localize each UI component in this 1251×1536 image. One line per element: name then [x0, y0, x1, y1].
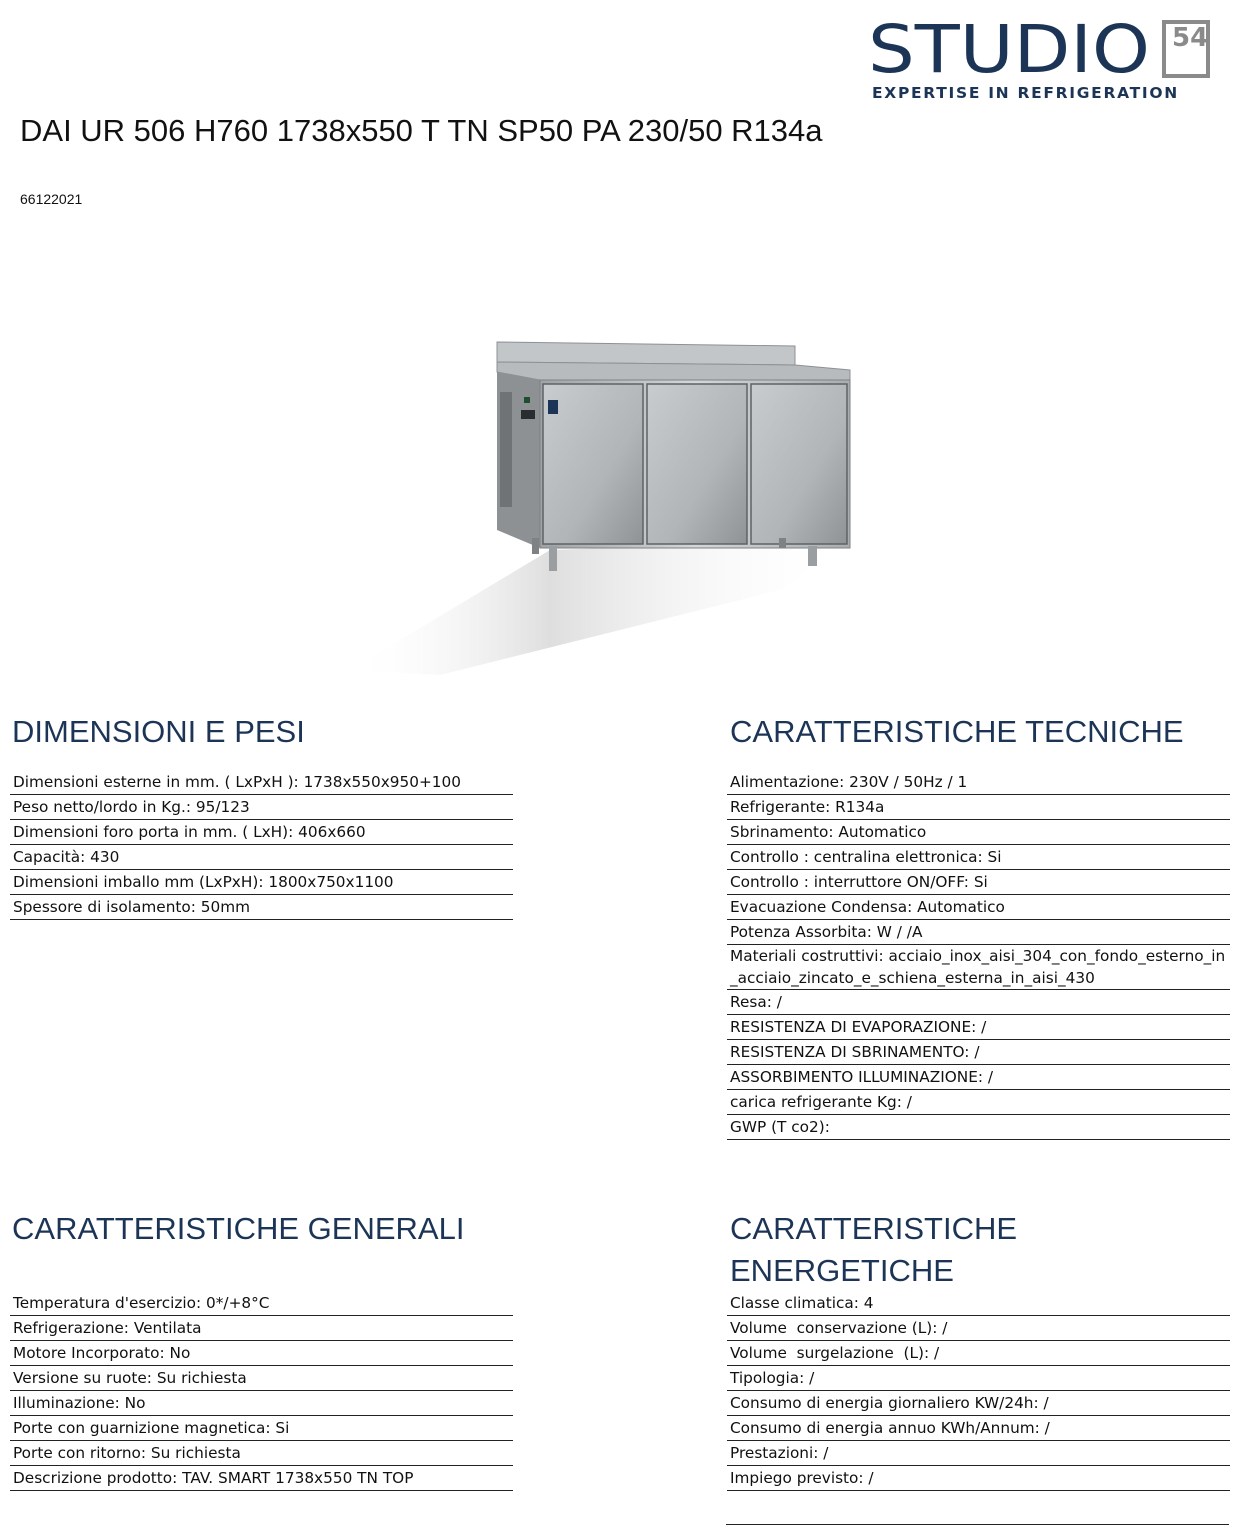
spec-row: Impiego previsto: /	[727, 1466, 1230, 1491]
studio54-logo-graphic	[868, 10, 1213, 85]
spec-row: Dimensioni foro porta in mm. ( LxH): 406x660	[10, 820, 513, 845]
logo-tagline: EXPERTISE IN REFRIGERATION	[872, 84, 1179, 102]
spec-list-generali	[10, 1291, 513, 1491]
spec-row: Volume surgelazione (L): /	[727, 1341, 1230, 1366]
spec-row: Potenza Assorbita: W / /A	[727, 920, 1230, 945]
brand-logo	[868, 10, 1213, 106]
footer-divider	[726, 1524, 1229, 1525]
spec-row: Controllo : interruttore ON/OFF: Si	[727, 870, 1230, 895]
backsplash	[497, 342, 795, 365]
spec-row: Capacità: 430	[10, 845, 513, 870]
spec-list-energetiche	[727, 1291, 1230, 1491]
door-2	[647, 384, 747, 544]
section-title-generali: CARATTERISTICHE GENERALI	[12, 1211, 465, 1246]
spec-row: Peso netto/lordo in Kg.: 95/123	[10, 795, 513, 820]
spec-row: Evacuazione Condensa: Automatico	[727, 895, 1230, 920]
spec-row: Porte con guarnizione magnetica: Si	[10, 1416, 513, 1441]
spec-row: Temperatura d'esercizio: 0*/+8°C	[10, 1291, 513, 1316]
spec-row: Dimensioni esterne in mm. ( LxPxH ): 1738x550x950+100	[10, 770, 513, 795]
spec-row: Dimensioni imballo mm (LxPxH): 1800x750x1100	[10, 870, 513, 895]
spec-row: ASSORBIMENTO ILLUMINAZIONE: /	[727, 1065, 1230, 1090]
leg	[549, 546, 557, 571]
spec-row: GWP (T co2):	[727, 1115, 1230, 1140]
spec-row: Sbrinamento: Automatico	[727, 820, 1230, 845]
door-badge	[548, 400, 558, 414]
spec-row: Descrizione prodotto: TAV. SMART 1738x550 TN TOP	[10, 1466, 513, 1491]
spec-row: Spessore di isolamento: 50mm	[10, 895, 513, 920]
spec-row: Tipologia: /	[727, 1366, 1230, 1391]
section-title-tecniche: CARATTERISTICHE TECNICHE	[730, 714, 1184, 749]
worktop	[497, 362, 850, 380]
spec-row: RESISTENZA DI SBRINAMENTO: /	[727, 1040, 1230, 1065]
leg	[808, 546, 817, 566]
spec-row: Resa: /	[727, 990, 1230, 1015]
spec-row: Alimentazione: 230V / 50Hz / 1	[727, 770, 1230, 795]
product-title: DAI UR 506 H760 1738x550 T TN SP50 PA 230/50 R134a	[20, 113, 823, 148]
spec-row: RESISTENZA DI EVAPORAZIONE: /	[727, 1015, 1230, 1040]
product-code: 66122021	[20, 191, 83, 207]
spec-row-materiali: Materiali costruttivi: acciaio_inox_aisi_304_con_fondo_esterno_in_acciaio_zincato_e_schiena_esterna_in_aisi_430	[727, 945, 1230, 990]
spec-row: Refrigerante: R134a	[727, 795, 1230, 820]
logo-number: 54	[1172, 23, 1209, 53]
spec-row: Versione su ruote: Su richiesta	[10, 1366, 513, 1391]
spec-row: Controllo : centralina elettronica: Si	[727, 845, 1230, 870]
door-3	[751, 384, 847, 544]
section-title-dimensioni: DIMENSIONI E PESI	[12, 714, 305, 749]
spec-row: Prestazioni: /	[727, 1441, 1230, 1466]
spec-row: Volume conservazione (L): /	[727, 1316, 1230, 1341]
side-vent	[500, 392, 512, 507]
spec-row: Refrigerazione: Ventilata	[10, 1316, 513, 1341]
spec-list-tecniche	[727, 770, 1230, 1140]
control-switch	[524, 397, 530, 403]
leg	[779, 538, 786, 548]
floor-shadow	[350, 540, 850, 675]
leg	[532, 538, 539, 554]
product-image	[350, 330, 870, 675]
spec-list-dimensioni	[10, 770, 513, 920]
logo-wordmark: STUDIO	[868, 11, 1150, 85]
spec-row: Motore Incorporato: No	[10, 1341, 513, 1366]
spec-row: Consumo di energia annuo KWh/Annum: /	[727, 1416, 1230, 1441]
spec-row: Porte con ritorno: Su richiesta	[10, 1441, 513, 1466]
spec-row: carica refrigerante Kg: /	[727, 1090, 1230, 1115]
section-title-energetiche: CARATTERISTICHE ENERGETICHE	[730, 1211, 1018, 1288]
control-display	[521, 410, 535, 419]
spec-row: Classe climatica: 4	[727, 1291, 1230, 1316]
spec-row: Consumo di energia giornaliero KW/24h: /	[727, 1391, 1230, 1416]
spec-row: Illuminazione: No	[10, 1391, 513, 1416]
